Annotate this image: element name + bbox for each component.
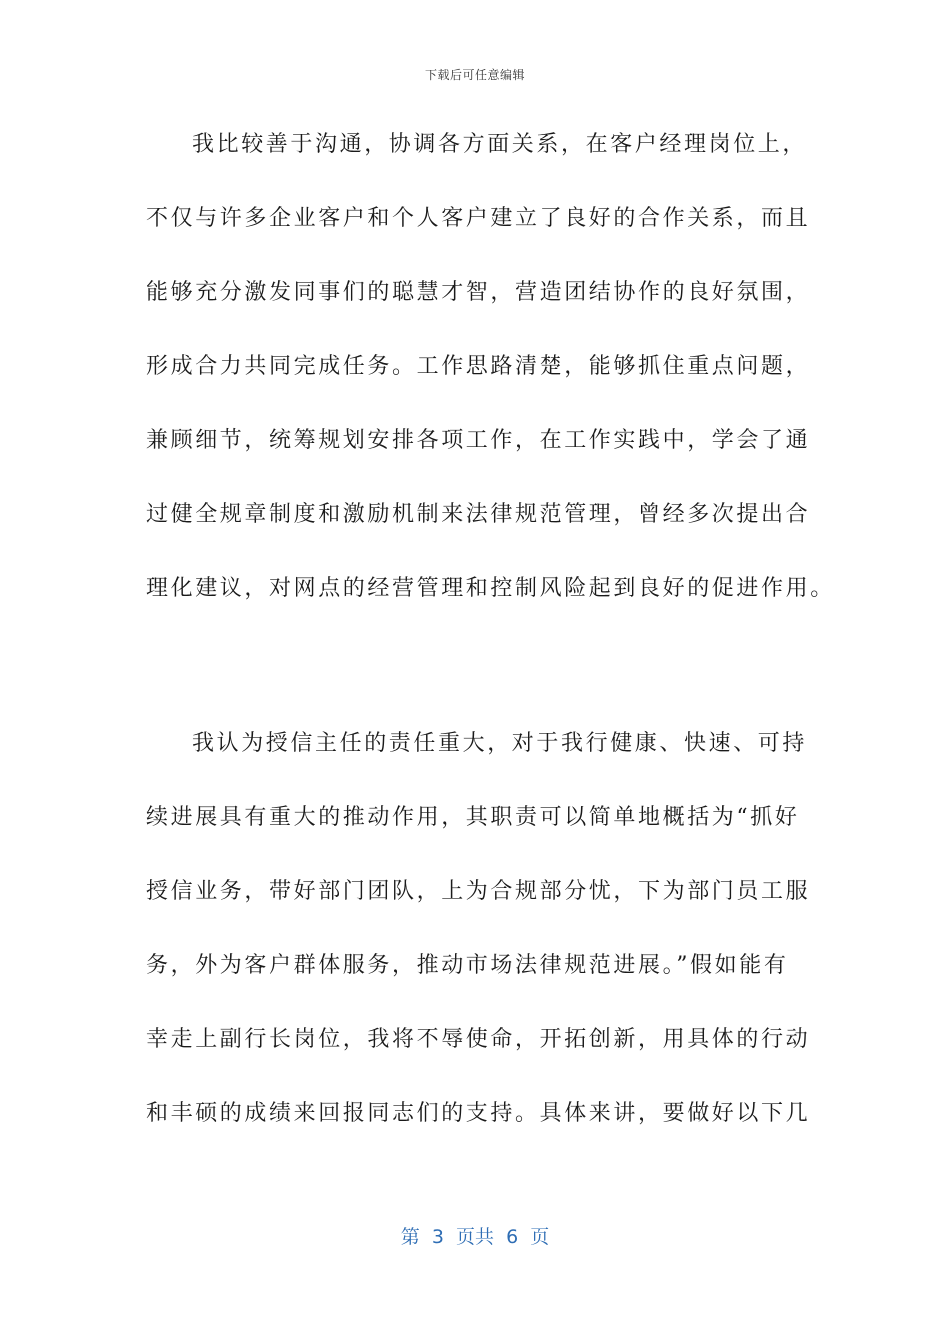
paragraph-line: 能够充分激发同事们的聪慧才智，营造团结协作的良好氛围， — [146, 280, 811, 305]
paragraph-line: 兼顾细节，统筹规划安排各项工作，在工作实践中，学会了通 — [146, 428, 811, 453]
paragraph-line: 幸走上副行长岗位，我将不辱使命，开拓创新，用具体的行动 — [146, 1027, 811, 1052]
paragraph-line: 形成合力共同完成任务。工作思路清楚，能够抓住重点问题， — [146, 354, 811, 379]
paragraph-1 — [146, 130, 835, 601]
paragraph-line: 续进展具有重大的推动作用，其职责可以简单地概括为“抓好 — [146, 805, 800, 830]
paragraph-line: 我比较善于沟通，协调各方面关系，在客户经理岗位上， — [192, 132, 808, 157]
paragraph-line: 理化建议，对网点的经营管理和控制风险起到良好的促进作用。 — [146, 576, 835, 601]
paragraph-line: 我认为授信主任的责任重大，对于我行健康、快速、可持 — [192, 731, 808, 756]
header-note: 下载后可任意编辑 — [424, 68, 525, 82]
paragraph-2 — [146, 729, 811, 1149]
paragraph-line: 授信业务，带好部门团队，上为合规部分忧，下为部门员工服 — [146, 879, 811, 904]
page-number-footer: 第 3 页共 6 页 — [400, 1226, 550, 1248]
paragraph-line: 过健全规章制度和激励机制来法律规范管理，曾经多次提出合 — [146, 502, 811, 527]
paragraph-line: 和丰硕的成绩来回报同志们的支持。具体来讲，要做好以下几 — [146, 1101, 811, 1126]
paragraph-line: 不仅与许多企业客户和个人客户建立了良好的合作关系，而且 — [146, 206, 811, 231]
paragraph-line: 务，外为客户群体服务，推动市场法律规范进展。”假如能有 — [146, 953, 789, 978]
